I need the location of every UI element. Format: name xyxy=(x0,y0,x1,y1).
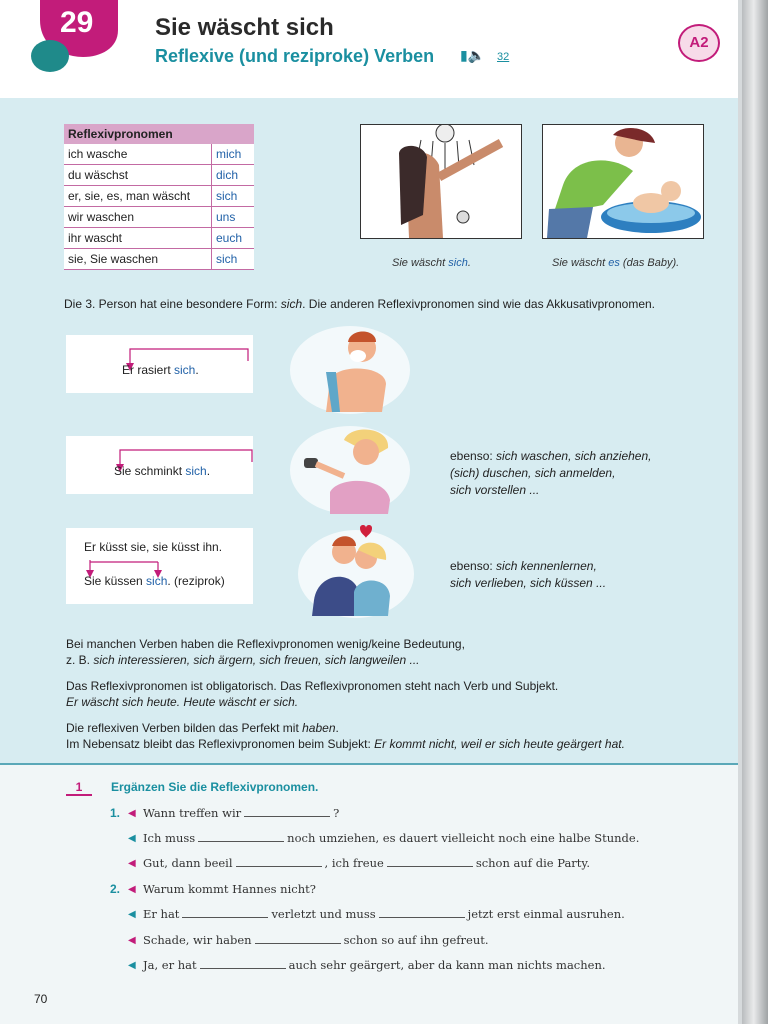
dialogue-text: Er hat xyxy=(143,907,180,921)
dialogue-text: Wann treffen wir xyxy=(143,806,242,820)
rule-text: . Die anderen Reflexivpronomen sind wie das Akkusativpronomen. xyxy=(302,297,655,311)
ebenso-text: sich waschen, sich anziehen, xyxy=(496,449,652,463)
speaker-a-bullet-icon: ◀ xyxy=(128,858,136,869)
caption-text: Sie wäscht xyxy=(392,257,449,269)
dialogue-text: schon auf die Party. xyxy=(475,856,591,870)
caption-text: . xyxy=(467,257,471,269)
page-subtitle: Reflexive (und reziproke) Verben xyxy=(155,46,435,66)
answer-blank[interactable] xyxy=(200,958,286,969)
dialogue-text: ? xyxy=(333,806,340,820)
caption-text: Sie wäscht xyxy=(552,257,609,269)
dialogue-text: schon so auf ihn gefreut. xyxy=(343,933,489,947)
dialogue-line xyxy=(143,806,339,820)
dialogue-line xyxy=(143,907,625,921)
note-text: z. B. xyxy=(66,653,94,667)
example-box-shave xyxy=(66,335,253,393)
verb-form: du wäschst xyxy=(64,165,212,186)
example-box-kiss xyxy=(66,528,253,604)
rule-statement xyxy=(64,297,655,311)
table-row xyxy=(64,207,254,228)
dialogue-text: Gut, dann beeil xyxy=(143,856,233,870)
speaker-b-bullet-icon: ◀ xyxy=(128,909,136,920)
kissing-couple-illustration xyxy=(296,520,416,620)
table-row xyxy=(64,249,254,270)
makeup-woman-illustration xyxy=(290,420,410,516)
note-text: Im Nebensatz bleibt das Reflexivpronomen beim Subjekt: xyxy=(66,737,375,751)
answer-blank[interactable] xyxy=(182,907,268,918)
example-text: . xyxy=(206,464,211,478)
caption-highlight: sich xyxy=(448,257,468,269)
verb-form: ich wasche xyxy=(64,144,212,165)
dialogue-text: verletzt und muss xyxy=(271,907,376,921)
dialogue-text: Ja, er hat xyxy=(143,958,197,972)
dialogue-text: noch umziehen, es dauert vielleicht noch eine halbe Stunde. xyxy=(287,831,640,845)
example-highlight: sich xyxy=(146,574,168,588)
dialogue-line xyxy=(143,856,590,870)
table-row xyxy=(64,228,254,249)
answer-blank[interactable] xyxy=(387,856,473,867)
lesson-number: 29 xyxy=(60,6,94,39)
ebenso-text: sich vorstellen ... xyxy=(450,483,540,497)
ebenso-label: ebenso: xyxy=(450,449,497,463)
rule-emphasis: sich xyxy=(280,297,303,311)
note-text: Bei manchen Verben haben die Reflexivpronomen wenig/keine Bedeutung, xyxy=(66,637,465,651)
dialogue-line xyxy=(143,933,489,947)
pronoun: uns xyxy=(212,207,255,228)
ebenso-note-b xyxy=(450,558,606,592)
ebenso-label: ebenso: xyxy=(450,559,497,573)
example-text: Er küsst sie, sie küsst ihn. xyxy=(84,540,223,554)
example-text: Sie schminkt xyxy=(114,464,186,478)
dialogue-line xyxy=(143,831,639,845)
note-obligatory xyxy=(66,678,558,710)
example-text: . xyxy=(195,363,199,377)
page-number: 70 xyxy=(34,992,48,1006)
answer-blank[interactable] xyxy=(255,933,341,944)
dialogue-text: auch sehr geärgert, aber da kann man nichts machen. xyxy=(288,958,606,972)
pronoun: dich xyxy=(212,165,255,186)
verb-form: er, sie, es, man wäscht xyxy=(64,186,212,207)
rule-text: Die 3. Person hat eine besondere Form: xyxy=(64,297,281,311)
dialogue-text: jetzt erst einmal ausruhen. xyxy=(467,907,625,921)
note-meaning xyxy=(66,636,465,668)
answer-blank[interactable] xyxy=(236,856,322,867)
note-emphasis: Er wäscht sich heute. Heute wäscht er sich. xyxy=(66,695,299,709)
table-row xyxy=(64,186,254,207)
table-row xyxy=(64,165,254,186)
answer-blank[interactable] xyxy=(379,907,465,918)
audio-icon[interactable]: ▮🔈 xyxy=(460,48,486,64)
pronoun: mich xyxy=(212,144,255,165)
ebenso-text: (sich) duschen, sich anmelden, xyxy=(450,466,616,480)
section-divider xyxy=(0,763,742,765)
pronoun: sich xyxy=(212,249,255,270)
verb-form: wir waschen xyxy=(64,207,212,228)
dialogue-text: Schade, wir haben xyxy=(143,933,252,947)
ebenso-text: sich verlieben, sich küssen ... xyxy=(450,576,607,590)
verb-form: sie, Sie waschen xyxy=(64,249,212,270)
speaker-b-bullet-icon: ◀ xyxy=(128,833,136,844)
dialogue-line xyxy=(143,958,606,972)
lesson-badge-accent xyxy=(28,34,72,76)
note-perfect xyxy=(66,720,625,752)
note-text: . xyxy=(335,721,339,735)
dialogue-line: Warum kommt Hannes nicht? xyxy=(143,882,316,896)
example-highlight: sich xyxy=(185,464,207,478)
example-box-makeup xyxy=(66,436,253,494)
reflexive-pronoun-table xyxy=(64,124,254,270)
example-text: Sie küssen xyxy=(84,574,147,588)
baby-bath-illustration xyxy=(542,124,704,239)
speaker-b-bullet-icon: ◀ xyxy=(128,960,136,971)
page-title: Sie wäscht sich xyxy=(155,14,334,41)
pronoun: sich xyxy=(212,186,255,207)
example-highlight: sich xyxy=(174,363,196,377)
shower-illustration xyxy=(360,124,522,239)
speaker-a-bullet-icon: ◀ xyxy=(128,935,136,946)
note-text: Die reflexiven Verben bilden das Perfekt mit xyxy=(66,721,303,735)
exercise-number: 1 xyxy=(66,780,92,796)
audio-track-number[interactable]: 32 xyxy=(497,51,510,63)
speaker-a-bullet-icon: ◀ xyxy=(128,808,136,819)
answer-blank[interactable] xyxy=(198,831,284,842)
dialogue-text: , ich freue xyxy=(324,856,384,870)
book-spine xyxy=(742,0,768,1024)
dialogue-text: Ich muss xyxy=(143,831,196,845)
shaving-man-illustration xyxy=(290,320,410,416)
answer-blank[interactable] xyxy=(244,806,330,817)
note-emphasis: haben xyxy=(302,721,336,735)
caption-highlight: es xyxy=(608,257,620,269)
table-row xyxy=(64,144,254,165)
ebenso-text: sich kennenlernen, xyxy=(496,559,597,573)
exercise-title: Ergänzen Sie die Reflexivpronomen. xyxy=(111,780,319,794)
pronoun: euch xyxy=(212,228,255,249)
example-text: . (reziprok) xyxy=(167,574,225,588)
note-text: Das Reflexivpronomen ist obligatorisch. Das Reflexivpronomen steht nach Verb und Subjekt. xyxy=(66,679,559,693)
caption-text: (das Baby). xyxy=(619,257,680,269)
verb-form: ihr wascht xyxy=(64,228,212,249)
note-emphasis: sich interessieren, sich ärgern, sich freuen, sich langweilen ... xyxy=(93,653,420,667)
table-heading: Reflexivpronomen xyxy=(64,124,254,144)
dialogue-number: 1. xyxy=(110,806,121,820)
dialogue-number: 2. xyxy=(110,882,121,896)
level-badge: A2 xyxy=(678,24,720,62)
speaker-a-bullet-icon: ◀ xyxy=(128,884,136,895)
caption-left xyxy=(392,257,471,269)
caption-right xyxy=(552,257,679,269)
note-emphasis: Er kommt nicht, weil er sich heute geärgert hat. xyxy=(374,737,625,751)
example-text: Er rasiert xyxy=(122,363,175,377)
ebenso-note-a xyxy=(450,448,651,499)
